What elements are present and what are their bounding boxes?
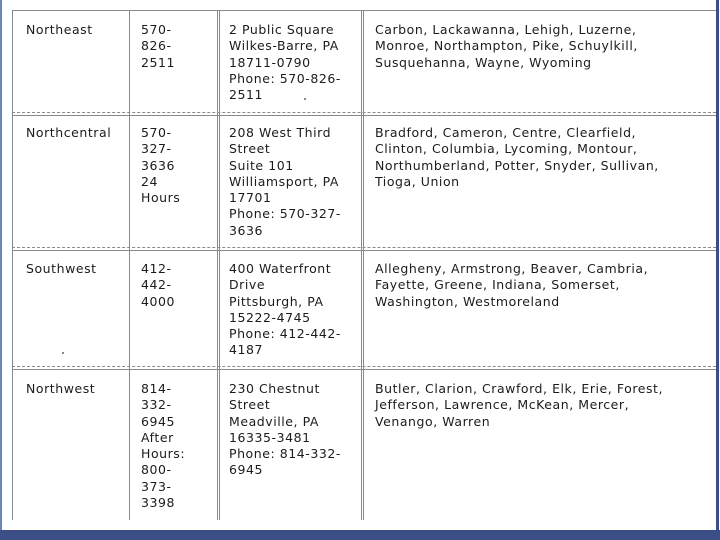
region-counties: Allegheny, Armstrong, Beaver, Cambria, Fayette, Greene, Indiana, Somerset, Washington, Westmoreland xyxy=(375,261,649,309)
row-divider-3 xyxy=(12,366,716,367)
column-divider-2 xyxy=(217,10,218,520)
table-border-top xyxy=(12,10,716,11)
region-name: Southwest xyxy=(26,261,97,276)
column-divider-5 xyxy=(363,10,364,520)
region-phone: 814- 332- 6945 After Hours: 800- 373- 3398 xyxy=(141,381,186,511)
region-address: 2 Public Square Wilkes-Barre, PA 18711-0790 Phone: 570-826- 2511 xyxy=(229,22,341,103)
row-divider-1 xyxy=(12,112,716,113)
region-address: 208 West Third Street Suite 101 Williamsport, PA 17701 Phone: 570-327- 3636 xyxy=(229,125,341,238)
region-counties: Bradford, Cameron, Centre, Clearfield, Clinton, Columbia, Lycoming, Montour, Northumberland, Potter, Snyder, Sullivan, Tioga, Union xyxy=(375,125,659,189)
table-border-left xyxy=(12,10,13,520)
scan-speck xyxy=(304,98,306,100)
region-phone: 570- 327- 3636 24 Hours xyxy=(141,125,181,206)
column-divider-1 xyxy=(129,10,130,520)
region-name: Northwest xyxy=(26,381,96,396)
region-counties: Butler, Clarion, Crawford, Elk, Erie, Forest, Jefferson, Lawrence, McKean, Mercer, Venango, Warren xyxy=(375,381,664,429)
row-divider-3b xyxy=(12,369,716,370)
page-edge-bottom xyxy=(0,530,720,540)
row-divider-2b xyxy=(12,250,716,251)
scan-speck xyxy=(62,352,64,354)
region-phone: 412- 442- 4000 xyxy=(141,261,176,309)
region-phone: 570- 826- 2511 xyxy=(141,22,176,70)
page-edge-left xyxy=(0,0,2,540)
row-divider-1b xyxy=(12,115,716,116)
region-name: Northeast xyxy=(26,22,93,37)
region-name: Northcentral xyxy=(26,125,112,140)
column-divider-3 xyxy=(219,10,220,520)
row-divider-2 xyxy=(12,247,716,248)
region-address: 230 Chestnut Street Meadville, PA 16335-3481 Phone: 814-332- 6945 xyxy=(229,381,341,478)
column-divider-4 xyxy=(361,10,362,520)
region-counties: Carbon, Lackawanna, Lehigh, Luzerne, Monroe, Northampton, Pike, Schuylkill, Susquehanna, Wayne, Wyoming xyxy=(375,22,638,70)
region-address: 400 Waterfront Drive Pittsburgh, PA 15222-4745 Phone: 412-442- 4187 xyxy=(229,261,341,358)
page-edge-right xyxy=(716,0,719,540)
